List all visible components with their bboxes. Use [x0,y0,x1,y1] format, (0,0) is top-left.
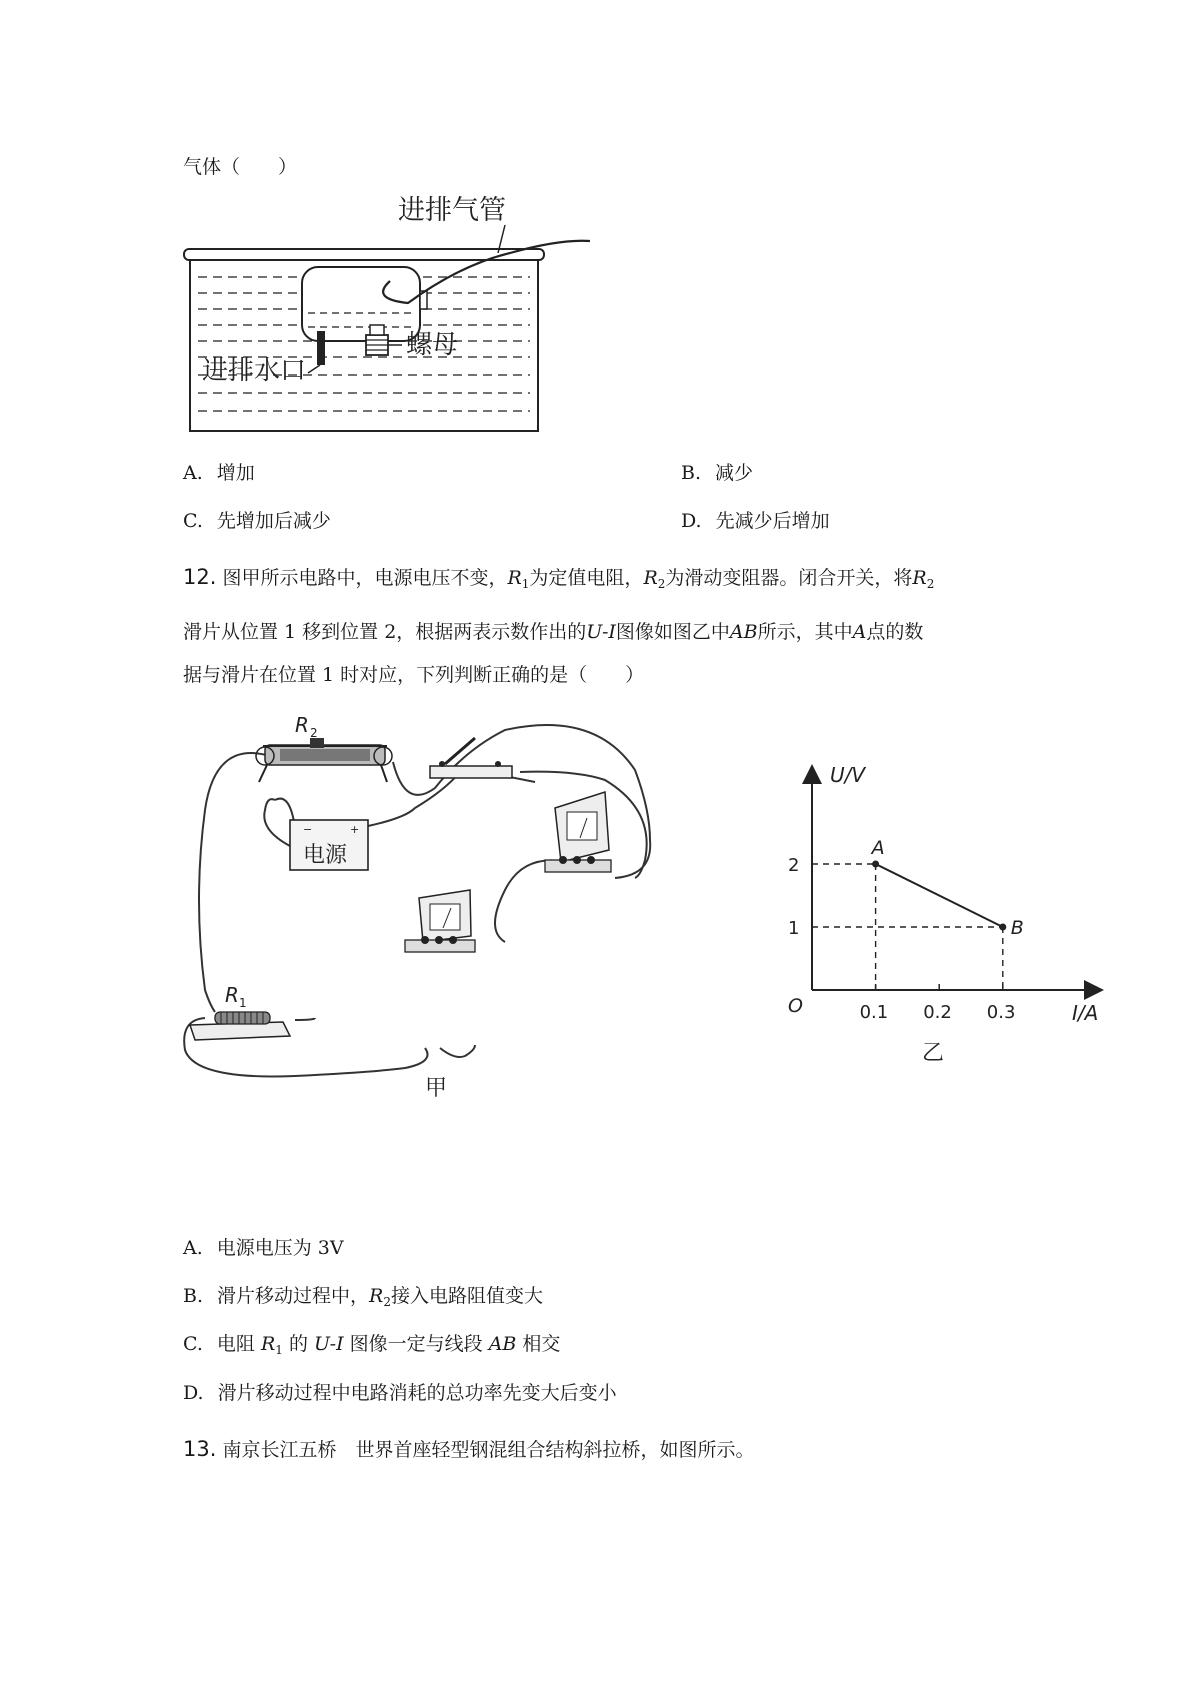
option-letter: D. [681,510,702,532]
q12-option-c [183,1331,560,1363]
r2-label: R [295,713,309,737]
ab-symbol: AB [488,1333,517,1355]
r1-label-sub: 1 [239,996,247,1010]
r2-symbol: R [643,567,658,589]
source-plus: + [350,823,360,836]
question-number: 13. [183,1437,217,1461]
circuit-figure-jia [175,700,715,1100]
r-subscript: 2 [383,1295,391,1309]
segment-ab [876,864,1003,927]
stem-text: 滑片从位置 1 移到位置 2，根据两表示数作出的 [183,621,587,643]
option-text: 减少 [715,462,754,484]
ui-symbol: U-I [314,1333,344,1355]
x-axis-label: I/A [1072,1001,1099,1025]
r1-label: R [225,983,239,1007]
point-label-b: B [1010,917,1024,939]
q11-stem-tail: 气体（ ） [183,156,298,178]
r1-subscript: 1 [521,577,530,591]
y-tick-label: 1 [788,918,800,939]
port-label: 进排水口 [202,356,307,386]
voltmeter-icon [405,890,475,952]
r1-symbol: R [507,567,522,589]
option-text: 相交 [516,1333,561,1355]
option-letter: C. [183,510,203,532]
ammeter-icon [545,792,611,872]
pipe-label: 进排气管 [398,195,506,226]
source-label: 电源 [303,843,348,868]
r2-symbol: R [912,567,927,589]
point-a [872,861,879,868]
option-letter: C. [183,1333,203,1355]
q13-stem [183,1436,754,1463]
nut-label: 螺母 [406,330,459,360]
figure-jia-caption: 甲 [425,1076,448,1100]
stem-text: 南京长江五桥 世界首座轻型钢混组合结构斜拉桥，如图所示。 [222,1439,755,1461]
option-letter: A. [183,462,203,484]
option-text: 图像一定与线段 [343,1333,489,1355]
ui-chart-yi [770,740,1110,1070]
r-symbol: R [369,1285,384,1307]
option-text: 电阻 [216,1333,261,1355]
q12-stem-line2 [183,619,923,645]
x-tick-label: 0.2 [923,1002,952,1023]
origin-label: O [788,995,803,1017]
x-tick-label: 0.1 [859,1002,889,1023]
point-b [999,924,1006,931]
ui-symbol: U-I [586,621,616,643]
q11-option-d [681,508,830,534]
r-subscript: 1 [275,1343,283,1357]
a-symbol: A [852,621,867,643]
option-letter: A. [183,1237,203,1259]
stem-text: 为滑动变阻器。闭合开关，将 [665,567,913,589]
question-number: 12. [183,565,217,589]
ab-symbol: AB [729,621,758,643]
q12-option-a [183,1235,344,1261]
stem-text: 为定值电阻， [529,567,644,589]
q11-option-c [183,508,331,534]
figure-yi-caption: 乙 [922,1041,945,1066]
q12-option-d [183,1380,617,1406]
q12-stem-line1 [183,564,934,597]
y-axis-label: U/V [830,763,866,787]
option-text: 电源电压为 3V [216,1237,344,1259]
q12-option-b [183,1283,543,1315]
switch-icon [430,738,512,778]
option-letter: D. [183,1382,204,1404]
q11-option-b [681,460,753,486]
option-text: 的 [282,1333,314,1355]
r-symbol: R [260,1333,276,1355]
point-label-a: A [871,837,885,859]
r2-label-sub: 2 [310,726,318,740]
option-letter: B. [681,462,702,484]
option-text: 先减少后增加 [715,510,830,532]
q12-stem-line3: 据与滑片在位置 1 时对应，下列判断正确的是（ ） [183,664,645,686]
option-text: 接入电路阻值变大 [390,1285,543,1307]
option-letter: B. [183,1285,204,1307]
y-tick-label: 2 [788,855,800,876]
option-text: 增加 [216,462,255,484]
stem-text: 图甲所示电路中，电源电压不变， [222,567,508,589]
x-tick-label: 0.3 [986,1002,1016,1023]
r2-subscript: 2 [926,577,935,591]
option-text: 滑片移动过程中电路消耗的总功率先变大后变小 [217,1382,617,1404]
option-text: 先增加后减少 [216,510,331,532]
option-text: 滑片移动过程中， [217,1285,370,1307]
r2-subscript: 2 [657,577,666,591]
stem-text: 所示，其中 [757,621,853,643]
q11-tank-figure [180,195,610,440]
stem-text: 点的数 [866,621,924,643]
q11-option-a [183,460,255,486]
stem-text: 图像如图乙中 [615,621,730,643]
source-minus: − [303,823,313,836]
